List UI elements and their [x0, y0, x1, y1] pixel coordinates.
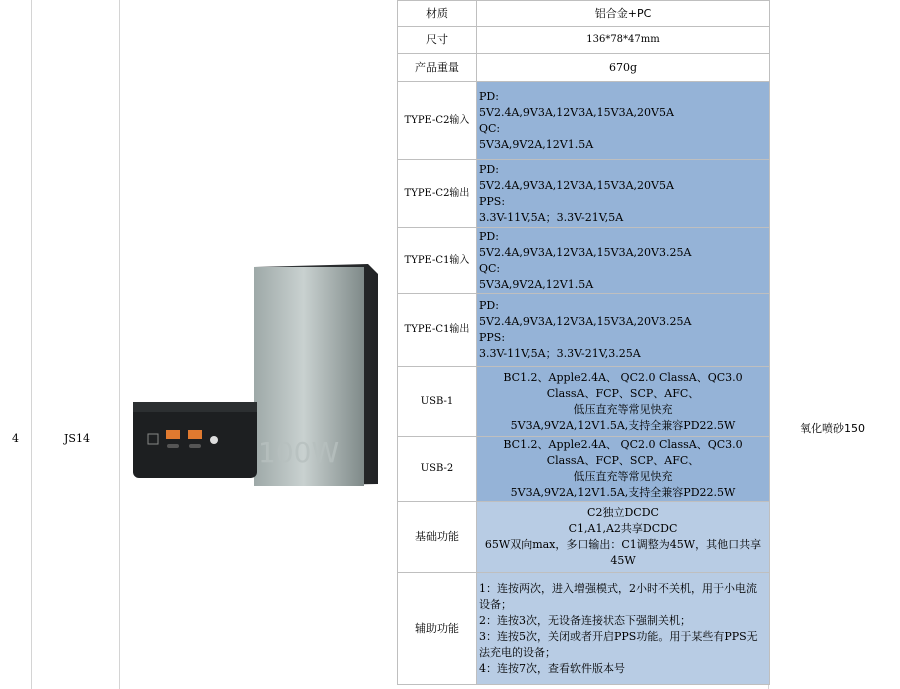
value-c2-output: [477, 160, 770, 228]
spec-line: 5V3A,9V2A,12V1.5A: [479, 137, 594, 151]
spec-line: PD:: [479, 299, 499, 312]
spec-line: 5V2.4A,9V3A,12V3A,15V3A,20V5A: [479, 105, 674, 119]
spec-line: 5V2.4A,9V3A,12V3A,15V3A,20V3.25A: [479, 245, 692, 259]
finish-text: 氧化喷砂150: [800, 422, 865, 435]
spec-line: 3：连按5次，关闭或者开启PPS功能。用于某些有PPS无法充电的设备；: [479, 629, 758, 659]
value-usb1: [477, 367, 770, 437]
spec-line: 5V2.4A,9V3A,12V3A,15V3A,20V5A: [479, 178, 674, 192]
spec-line: BC1.2、Apple2.4A、 QC2.0 ClassA、QC3.0: [503, 438, 743, 451]
spec-line: PD:: [479, 162, 499, 176]
model-code: JS14: [64, 432, 90, 445]
brand-logo: 100W: [258, 436, 340, 469]
value-weight: 670g: [477, 54, 770, 82]
spec-line: 65W双向max，多口输出：C1调整为45W，其他口共享45W: [484, 538, 762, 567]
label-basic: 基础功能: [398, 502, 477, 573]
value-c1-input: [477, 228, 770, 294]
label-weight: 产品重量: [398, 54, 477, 82]
table-row: [398, 160, 770, 228]
spec-line: 3.3V-11V,5A；3.3V-21V,5A: [479, 210, 624, 224]
value-basic: [477, 502, 770, 573]
spec-line: 5V3A,9V2A,12V1.5A,支持全兼容PD22.5W: [510, 418, 736, 432]
table-row: [398, 82, 770, 160]
spec-line: QC:: [479, 121, 501, 135]
table-row: [398, 228, 770, 294]
spec-line: 1：连按两次，进入增强模式，2小时不关机，用于小电流设备；: [479, 581, 757, 611]
label-material: 材质: [398, 1, 477, 27]
spec-line: PPS:: [479, 331, 506, 344]
spec-line: 2：连按3次，无设备连接状态下强制关机；: [479, 613, 691, 627]
spec-line: 4：连按7次，查看软件版本号: [479, 661, 625, 675]
spec-line: 3.3V-11V,5A；3.3V-21V,3.25A: [479, 347, 641, 360]
value-material: 铝合金+PC: [477, 1, 770, 27]
column-divider: [119, 0, 120, 689]
spec-line: 5V2.4A,9V3A,12V3A,15V3A,20V3.25A: [479, 315, 692, 328]
spec-line: QC:: [479, 261, 501, 275]
label-size: 尺寸: [398, 27, 477, 54]
table-row: [398, 1, 770, 27]
spec-line: 低压直充等常见快充: [573, 402, 673, 416]
value-c1-output: [477, 294, 770, 367]
value-size: 136*78*47mm: [477, 27, 770, 54]
table-row: [398, 27, 770, 54]
column-divider: [31, 0, 32, 689]
label-c2-output: TYPE-C2输出: [398, 160, 477, 228]
value-c2-input: [477, 82, 770, 160]
spec-line: PD:: [479, 89, 499, 103]
label-c2-input: TYPE-C2输入: [398, 82, 477, 160]
table-row: [398, 367, 770, 437]
table-row: [398, 573, 770, 685]
label-c1-input: TYPE-C1输入: [398, 228, 477, 294]
spec-line: 低压直充等常见快充: [573, 470, 673, 483]
label-aux: 辅助功能: [398, 573, 477, 685]
label-usb1: USB-1: [398, 367, 477, 437]
table-row: [398, 502, 770, 573]
label-usb2: USB-2: [398, 437, 477, 502]
spec-line: PPS:: [479, 194, 506, 208]
spec-line: ClassA、FCP、SCP、AFC、: [546, 454, 700, 467]
table-row: [398, 437, 770, 502]
value-aux: [477, 573, 770, 685]
table-row: [398, 294, 770, 367]
row-number: 4: [12, 432, 19, 445]
spec-line: 5V3A,9V2A,12V1.5A: [479, 277, 594, 291]
spec-line: BC1.2、Apple2.4A、 QC2.0 ClassA、QC3.0: [503, 370, 743, 384]
label-c1-output: TYPE-C1输出: [398, 294, 477, 367]
value-usb2: [477, 437, 770, 502]
spec-line: ClassA、FCP、SCP、AFC、: [546, 386, 700, 400]
spec-line: 5V3A,9V2A,12V1.5A,支持全兼容PD22.5W: [510, 486, 736, 499]
spec-line: PD:: [479, 229, 499, 243]
power-bank-photo: [130, 262, 382, 487]
spec-line: C1,A1,A2共享DCDC: [568, 522, 678, 535]
spec-line: C2独立DCDC: [587, 506, 659, 519]
table-row: [398, 54, 770, 82]
spec-table: [397, 0, 770, 685]
